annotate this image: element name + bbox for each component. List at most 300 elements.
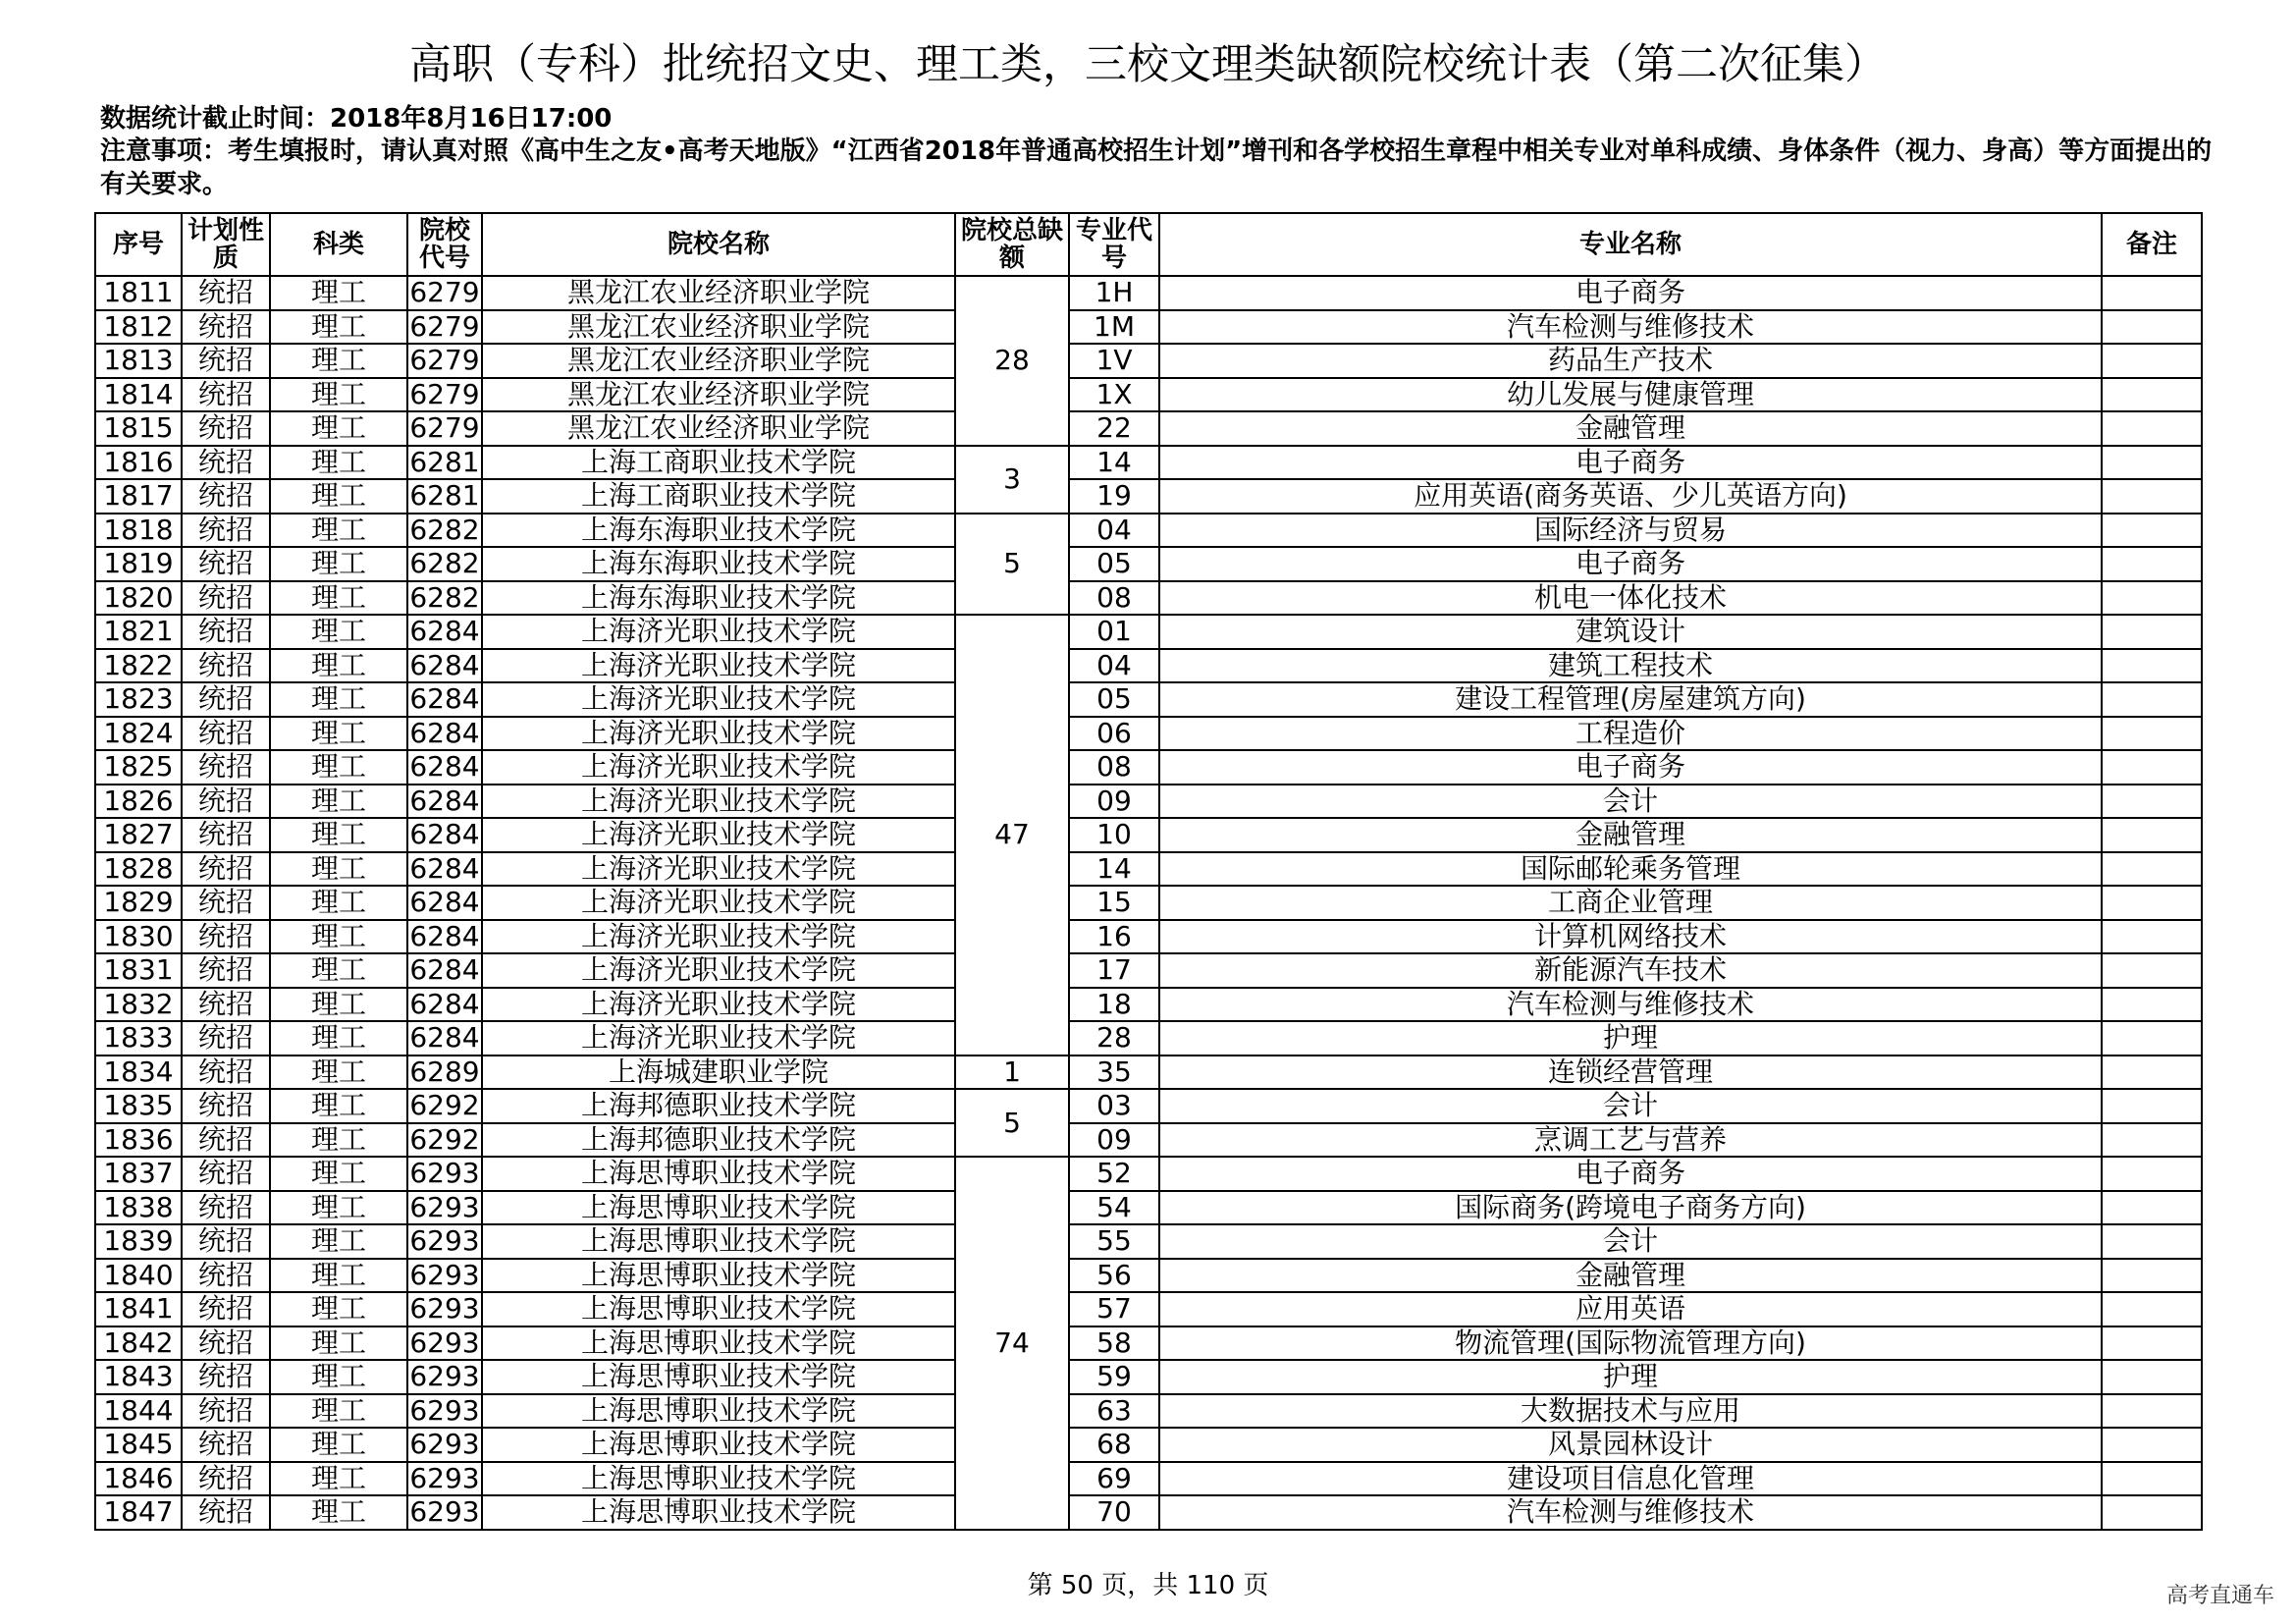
cell-major-name: 国际商务(跨境电子商务方向) <box>1159 1191 2102 1225</box>
cell-school-name: 上海济光职业技术学院 <box>482 852 955 887</box>
cell-seq: 1811 <box>95 276 182 310</box>
cell-seq: 1823 <box>95 682 182 717</box>
cell-school-code: 6293 <box>407 1495 482 1530</box>
cell-major-name: 汽车检测与维修技术 <box>1159 310 2102 345</box>
cell-plan: 统招 <box>182 344 270 378</box>
cell-remark <box>2102 479 2202 514</box>
cell-major-code: 09 <box>1069 1123 1159 1158</box>
watermark: 高考直通车 <box>2165 1584 2274 1608</box>
cell-plan: 统招 <box>182 1224 270 1259</box>
header-plan: 计划性质 <box>182 213 270 276</box>
cell-category: 理工 <box>270 852 407 887</box>
header-remark: 备注 <box>2102 213 2202 276</box>
cell-plan: 统招 <box>182 1259 270 1293</box>
table-row <box>95 1191 2202 1225</box>
table-row <box>95 1021 2202 1056</box>
cell-plan: 统招 <box>182 1495 270 1530</box>
cell-school-name: 上海邦德职业技术学院 <box>482 1123 955 1158</box>
cell-major-code: 28 <box>1069 1021 1159 1056</box>
cell-category: 理工 <box>270 988 407 1022</box>
cell-school-code: 6279 <box>407 276 482 310</box>
cell-seq: 1818 <box>95 514 182 548</box>
cell-seq: 1834 <box>95 1056 182 1090</box>
cell-school-code: 6284 <box>407 988 482 1022</box>
table-row <box>95 953 2202 988</box>
header-seq: 序号 <box>95 213 182 276</box>
cell-major-code: 54 <box>1069 1191 1159 1225</box>
table-row <box>95 446 2202 480</box>
cell-category: 理工 <box>270 886 407 920</box>
cell-school-name: 上海思博职业技术学院 <box>482 1495 955 1530</box>
cell-major-code: 52 <box>1069 1157 1159 1191</box>
cell-remark <box>2102 750 2202 785</box>
table-body <box>95 276 2202 1530</box>
cell-plan: 统招 <box>182 547 270 581</box>
cell-remark <box>2102 1394 2202 1429</box>
cell-category: 理工 <box>270 378 407 412</box>
cell-seq: 1828 <box>95 852 182 887</box>
cell-plan: 统招 <box>182 750 270 785</box>
cell-plan: 统招 <box>182 682 270 717</box>
cell-school-name: 上海思博职业技术学院 <box>482 1462 955 1496</box>
cell-major-name: 计算机网络技术 <box>1159 920 2102 954</box>
cell-seq: 1837 <box>95 1157 182 1191</box>
cell-school-total: 3 <box>955 446 1069 514</box>
cell-remark <box>2102 886 2202 920</box>
cell-school-total: 5 <box>955 1089 1069 1157</box>
cell-remark <box>2102 785 2202 819</box>
cell-major-name: 汽车检测与维修技术 <box>1159 1495 2102 1530</box>
cell-school-name: 上海济光职业技术学院 <box>482 886 955 920</box>
cell-category: 理工 <box>270 1462 407 1496</box>
cell-school-name: 上海思博职业技术学院 <box>482 1191 955 1225</box>
cell-seq: 1832 <box>95 988 182 1022</box>
cell-school-code: 6293 <box>407 1428 482 1462</box>
cell-seq: 1846 <box>95 1462 182 1496</box>
cell-school-code: 6284 <box>407 785 482 819</box>
cell-major-name: 机电一体化技术 <box>1159 581 2102 616</box>
cell-category: 理工 <box>270 1123 407 1158</box>
cell-school-name: 上海思博职业技术学院 <box>482 1326 955 1361</box>
cell-major-name: 建筑工程技术 <box>1159 649 2102 683</box>
cell-school-code: 6293 <box>407 1462 482 1496</box>
cell-remark <box>2102 615 2202 649</box>
cell-major-code: 68 <box>1069 1428 1159 1462</box>
cell-major-name: 电子商务 <box>1159 750 2102 785</box>
cell-major-code: 63 <box>1069 1394 1159 1429</box>
cell-major-name: 会计 <box>1159 1089 2102 1123</box>
cell-seq: 1844 <box>95 1394 182 1429</box>
header-major-code: 专业代号 <box>1069 213 1159 276</box>
cell-seq: 1819 <box>95 547 182 581</box>
cell-category: 理工 <box>270 1056 407 1090</box>
cell-major-name: 应用英语(商务英语、少儿英语方向) <box>1159 479 2102 514</box>
cell-category: 理工 <box>270 344 407 378</box>
cell-category: 理工 <box>270 1224 407 1259</box>
notice-text: 注意事项：考生填报时，请认真对照《高中生之友•高考天地版》“江西省2018年普通高校招生计划”增刊和各学校招生章程中相关专业对单科成绩、身体条件（视力、身高）等方面提出的有关要求。 <box>100 136 2213 199</box>
cell-school-total: 47 <box>955 615 1069 1056</box>
table-row <box>95 276 2202 310</box>
cell-major-name: 幼儿发展与健康管理 <box>1159 378 2102 412</box>
table-row <box>95 344 2202 378</box>
cell-category: 理工 <box>270 785 407 819</box>
cell-major-code: 14 <box>1069 852 1159 887</box>
table-row <box>95 1089 2202 1123</box>
cell-plan: 统招 <box>182 1394 270 1429</box>
cell-major-code: 35 <box>1069 1056 1159 1090</box>
cell-school-code: 6279 <box>407 310 482 345</box>
table-row <box>95 1056 2202 1090</box>
cell-remark <box>2102 682 2202 717</box>
cell-school-code: 6284 <box>407 953 482 988</box>
cell-plan: 统招 <box>182 378 270 412</box>
cell-seq: 1847 <box>95 1495 182 1530</box>
cell-school-name: 上海济光职业技术学院 <box>482 785 955 819</box>
cell-major-code: 08 <box>1069 581 1159 616</box>
cell-seq: 1831 <box>95 953 182 988</box>
cell-category: 理工 <box>270 953 407 988</box>
cell-school-name: 黑龙江农业经济职业学院 <box>482 276 955 310</box>
cell-seq: 1826 <box>95 785 182 819</box>
cell-category: 理工 <box>270 682 407 717</box>
cell-school-code: 6282 <box>407 547 482 581</box>
cell-remark <box>2102 1495 2202 1530</box>
cell-seq: 1835 <box>95 1089 182 1123</box>
cell-category: 理工 <box>270 1089 407 1123</box>
cell-school-code: 6279 <box>407 411 482 446</box>
cell-school-code: 6293 <box>407 1259 482 1293</box>
table-row <box>95 581 2202 616</box>
cell-school-name: 上海济光职业技术学院 <box>482 953 955 988</box>
cell-remark <box>2102 1123 2202 1158</box>
cell-school-code: 6284 <box>407 852 482 887</box>
cell-major-name: 建筑设计 <box>1159 615 2102 649</box>
cell-plan: 统招 <box>182 852 270 887</box>
header-total: 院校总缺额 <box>955 213 1069 276</box>
cell-category: 理工 <box>270 615 407 649</box>
cell-category: 理工 <box>270 1394 407 1429</box>
cell-category: 理工 <box>270 1495 407 1530</box>
cell-school-code: 6284 <box>407 818 482 852</box>
table-row <box>95 717 2202 751</box>
table-row <box>95 818 2202 852</box>
table-row <box>95 1292 2202 1326</box>
cell-seq: 1820 <box>95 581 182 616</box>
cell-remark <box>2102 344 2202 378</box>
table-row <box>95 1394 2202 1429</box>
cell-remark <box>2102 1259 2202 1293</box>
cell-school-code: 6293 <box>407 1191 482 1225</box>
table-row <box>95 1259 2202 1293</box>
cell-seq: 1815 <box>95 411 182 446</box>
cell-school-code: 6281 <box>407 479 482 514</box>
table-row <box>95 988 2202 1022</box>
cell-school-code: 6284 <box>407 750 482 785</box>
table-row <box>95 378 2202 412</box>
cell-major-code: 04 <box>1069 649 1159 683</box>
cell-remark <box>2102 276 2202 310</box>
cell-major-code: 05 <box>1069 682 1159 717</box>
cell-major-name: 大数据技术与应用 <box>1159 1394 2102 1429</box>
cell-school-name: 上海工商职业技术学院 <box>482 479 955 514</box>
table-row <box>95 1326 2202 1361</box>
cell-school-code: 6284 <box>407 886 482 920</box>
cell-seq: 1845 <box>95 1428 182 1462</box>
cell-seq: 1816 <box>95 446 182 480</box>
cell-seq: 1824 <box>95 717 182 751</box>
header-school-name: 院校名称 <box>482 213 955 276</box>
cell-major-name: 金融管理 <box>1159 818 2102 852</box>
cell-category: 理工 <box>270 1360 407 1394</box>
cell-school-name: 上海东海职业技术学院 <box>482 547 955 581</box>
cell-major-name: 会计 <box>1159 785 2102 819</box>
cell-category: 理工 <box>270 750 407 785</box>
cell-school-code: 6292 <box>407 1123 482 1158</box>
cell-plan: 统招 <box>182 953 270 988</box>
cell-remark <box>2102 717 2202 751</box>
cell-school-name: 黑龙江农业经济职业学院 <box>482 411 955 446</box>
cell-school-name: 上海邦德职业技术学院 <box>482 1089 955 1123</box>
cell-major-name: 电子商务 <box>1159 446 2102 480</box>
cell-school-name: 上海东海职业技术学院 <box>482 514 955 548</box>
cell-school-code: 6289 <box>407 1056 482 1090</box>
table-row <box>95 682 2202 717</box>
cell-seq: 1829 <box>95 886 182 920</box>
cell-school-name: 黑龙江农业经济职业学院 <box>482 378 955 412</box>
table-row <box>95 1462 2202 1496</box>
cell-major-code: 04 <box>1069 514 1159 548</box>
cell-plan: 统招 <box>182 1021 270 1056</box>
cell-remark <box>2102 446 2202 480</box>
cell-school-name: 上海东海职业技术学院 <box>482 581 955 616</box>
page-title: 高职（专科）批统招文史、理工类，三校文理类缺额院校统计表（第二次征集） <box>409 40 1887 89</box>
cell-seq: 1842 <box>95 1326 182 1361</box>
table-row <box>95 1157 2202 1191</box>
cell-major-name: 药品生产技术 <box>1159 344 2102 378</box>
cell-major-name: 应用英语 <box>1159 1292 2102 1326</box>
cell-school-name: 黑龙江农业经济职业学院 <box>482 344 955 378</box>
cell-remark <box>2102 1157 2202 1191</box>
cell-seq: 1821 <box>95 615 182 649</box>
cell-plan: 统招 <box>182 1360 270 1394</box>
cell-category: 理工 <box>270 479 407 514</box>
cell-major-code: 70 <box>1069 1495 1159 1530</box>
cell-school-name: 上海思博职业技术学院 <box>482 1157 955 1191</box>
cell-school-code: 6293 <box>407 1224 482 1259</box>
cell-plan: 统招 <box>182 1123 270 1158</box>
cell-remark <box>2102 1360 2202 1394</box>
cell-school-name: 上海思博职业技术学院 <box>482 1360 955 1394</box>
cell-remark <box>2102 1021 2202 1056</box>
table-row <box>95 649 2202 683</box>
cell-school-name: 上海思博职业技术学院 <box>482 1224 955 1259</box>
cutoff-time: 数据统计截止时间：2018年8月16日17:00 <box>100 104 613 134</box>
cell-seq: 1839 <box>95 1224 182 1259</box>
cell-category: 理工 <box>270 1428 407 1462</box>
cell-school-code: 6281 <box>407 446 482 480</box>
cell-plan: 统招 <box>182 818 270 852</box>
cell-seq: 1827 <box>95 818 182 852</box>
cell-category: 理工 <box>270 1157 407 1191</box>
cell-school-code: 6284 <box>407 717 482 751</box>
vacancy-table <box>94 212 2203 1531</box>
cell-major-code: 03 <box>1069 1089 1159 1123</box>
table-row <box>95 1360 2202 1394</box>
cell-plan: 统招 <box>182 411 270 446</box>
cell-major-code: 1M <box>1069 310 1159 345</box>
cell-major-code: 1H <box>1069 276 1159 310</box>
cell-remark <box>2102 378 2202 412</box>
table-row <box>95 547 2202 581</box>
cell-school-name: 上海济光职业技术学院 <box>482 920 955 954</box>
table-row <box>95 785 2202 819</box>
cell-school-code: 6282 <box>407 514 482 548</box>
cell-plan: 统招 <box>182 1292 270 1326</box>
cell-seq: 1814 <box>95 378 182 412</box>
cell-remark <box>2102 818 2202 852</box>
cell-school-code: 6284 <box>407 920 482 954</box>
cell-remark <box>2102 1428 2202 1462</box>
table-row <box>95 1495 2202 1530</box>
table-row <box>95 310 2202 345</box>
cell-school-name: 上海济光职业技术学院 <box>482 649 955 683</box>
cell-category: 理工 <box>270 581 407 616</box>
cell-remark <box>2102 411 2202 446</box>
cell-major-name: 建设项目信息化管理 <box>1159 1462 2102 1496</box>
cell-school-code: 6284 <box>407 1021 482 1056</box>
cell-school-code: 6282 <box>407 581 482 616</box>
cell-plan: 统招 <box>182 1157 270 1191</box>
cell-major-name: 风景园林设计 <box>1159 1428 2102 1462</box>
cell-plan: 统招 <box>182 1428 270 1462</box>
cell-major-code: 1X <box>1069 378 1159 412</box>
cell-category: 理工 <box>270 411 407 446</box>
table-row <box>95 615 2202 649</box>
cell-major-name: 工商企业管理 <box>1159 886 2102 920</box>
cell-seq: 1833 <box>95 1021 182 1056</box>
cell-school-code: 6284 <box>407 615 482 649</box>
cell-school-name: 上海思博职业技术学院 <box>482 1292 955 1326</box>
cell-remark <box>2102 1292 2202 1326</box>
cell-school-name: 上海济光职业技术学院 <box>482 717 955 751</box>
cell-category: 理工 <box>270 1259 407 1293</box>
cell-major-code: 59 <box>1069 1360 1159 1394</box>
cell-category: 理工 <box>270 717 407 751</box>
cell-school-name: 上海城建职业学院 <box>482 1056 955 1090</box>
cell-remark <box>2102 1089 2202 1123</box>
cell-remark <box>2102 1462 2202 1496</box>
cell-seq: 1843 <box>95 1360 182 1394</box>
cell-major-code: 22 <box>1069 411 1159 446</box>
cell-category: 理工 <box>270 920 407 954</box>
table-row <box>95 411 2202 446</box>
cell-major-code: 55 <box>1069 1224 1159 1259</box>
cell-plan: 统招 <box>182 1326 270 1361</box>
cell-major-code: 17 <box>1069 953 1159 988</box>
table-row <box>95 1428 2202 1462</box>
cell-category: 理工 <box>270 1326 407 1361</box>
cell-major-name: 护理 <box>1159 1021 2102 1056</box>
cell-plan: 统招 <box>182 920 270 954</box>
cell-school-total: 1 <box>955 1056 1069 1090</box>
cell-school-total: 74 <box>955 1157 1069 1530</box>
cell-remark <box>2102 1056 2202 1090</box>
cell-plan: 统招 <box>182 988 270 1022</box>
cell-major-name: 物流管理(国际物流管理方向) <box>1159 1326 2102 1361</box>
cell-major-name: 连锁经营管理 <box>1159 1056 2102 1090</box>
cell-category: 理工 <box>270 1021 407 1056</box>
cell-major-name: 建设工程管理(房屋建筑方向) <box>1159 682 2102 717</box>
cell-major-code: 08 <box>1069 750 1159 785</box>
cell-school-code: 6293 <box>407 1394 482 1429</box>
cell-seq: 1838 <box>95 1191 182 1225</box>
cell-remark <box>2102 649 2202 683</box>
cell-remark <box>2102 920 2202 954</box>
cell-category: 理工 <box>270 818 407 852</box>
table-row <box>95 1224 2202 1259</box>
cell-major-name: 金融管理 <box>1159 411 2102 446</box>
cell-major-code: 01 <box>1069 615 1159 649</box>
cell-remark <box>2102 581 2202 616</box>
cell-remark <box>2102 514 2202 548</box>
cell-major-code: 19 <box>1069 479 1159 514</box>
cell-school-name: 上海思博职业技术学院 <box>482 1259 955 1293</box>
cell-school-total: 5 <box>955 514 1069 616</box>
cell-category: 理工 <box>270 649 407 683</box>
cell-school-name: 上海济光职业技术学院 <box>482 750 955 785</box>
cell-major-code: 05 <box>1069 547 1159 581</box>
cell-plan: 统招 <box>182 1089 270 1123</box>
cell-school-code: 6293 <box>407 1292 482 1326</box>
cell-remark <box>2102 953 2202 988</box>
cell-seq: 1817 <box>95 479 182 514</box>
cell-major-name: 汽车检测与维修技术 <box>1159 988 2102 1022</box>
cell-major-code: 1V <box>1069 344 1159 378</box>
cell-category: 理工 <box>270 1292 407 1326</box>
cell-school-name: 上海济光职业技术学院 <box>482 682 955 717</box>
cell-remark <box>2102 1224 2202 1259</box>
cell-school-total: 28 <box>955 276 1069 446</box>
cell-school-code: 6293 <box>407 1360 482 1394</box>
table-row <box>95 479 2202 514</box>
cell-school-name: 上海思博职业技术学院 <box>482 1428 955 1462</box>
table-row <box>95 514 2202 548</box>
cell-major-name: 电子商务 <box>1159 547 2102 581</box>
table-row <box>95 1123 2202 1158</box>
cell-school-name: 上海工商职业技术学院 <box>482 446 955 480</box>
cell-major-code: 16 <box>1069 920 1159 954</box>
table-row <box>95 750 2202 785</box>
cell-major-name: 会计 <box>1159 1224 2102 1259</box>
cell-category: 理工 <box>270 547 407 581</box>
cell-major-name: 金融管理 <box>1159 1259 2102 1293</box>
cell-plan: 统招 <box>182 717 270 751</box>
cell-plan: 统招 <box>182 1462 270 1496</box>
cell-seq: 1840 <box>95 1259 182 1293</box>
cell-plan: 统招 <box>182 581 270 616</box>
cell-major-name: 工程造价 <box>1159 717 2102 751</box>
cell-school-code: 6284 <box>407 682 482 717</box>
cell-plan: 统招 <box>182 886 270 920</box>
cell-major-code: 58 <box>1069 1326 1159 1361</box>
cell-major-code: 06 <box>1069 717 1159 751</box>
cell-school-code: 6293 <box>407 1326 482 1361</box>
cell-school-name: 黑龙江农业经济职业学院 <box>482 310 955 345</box>
cell-plan: 统招 <box>182 649 270 683</box>
cell-seq: 1830 <box>95 920 182 954</box>
cell-plan: 统招 <box>182 310 270 345</box>
cell-plan: 统招 <box>182 514 270 548</box>
